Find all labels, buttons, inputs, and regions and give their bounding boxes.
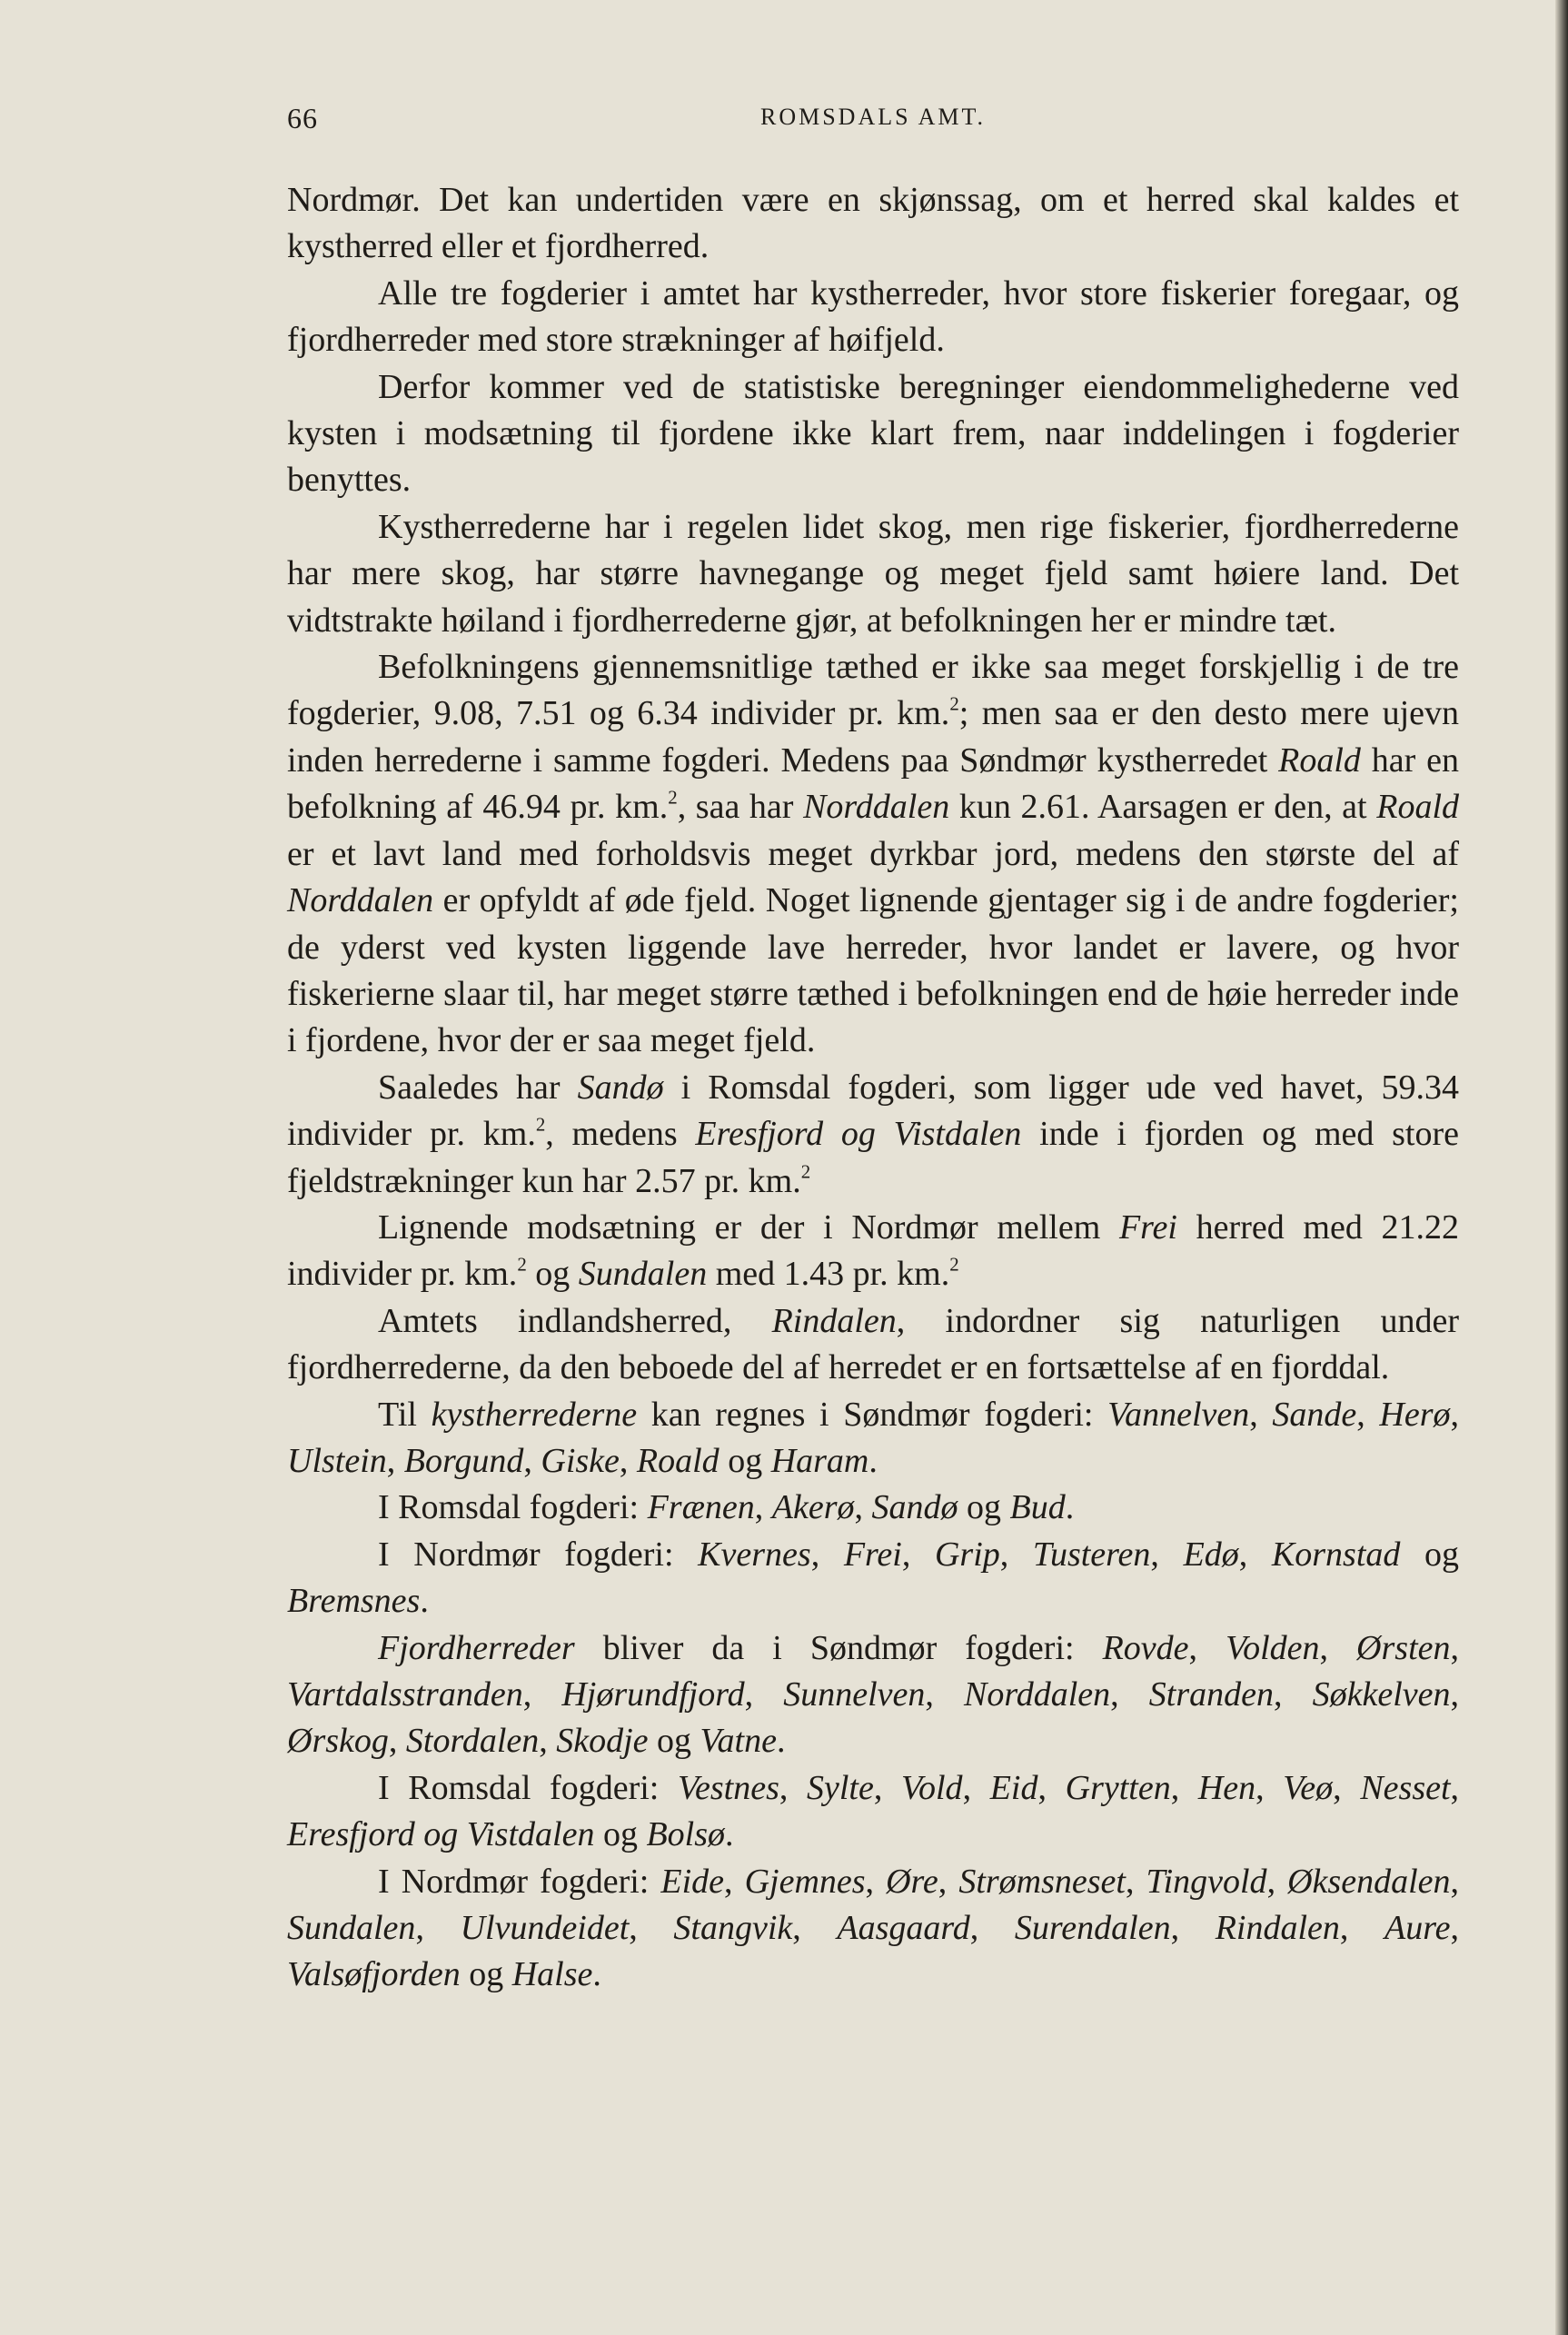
paragraph: I Nordmør fogderi: Kvernes, Frei, Grip, Tusteren, Edø, Kornstad og Bremsnes. (287, 1535, 1460, 1621)
paragraph: I Romsdal fogderi: Vestnes, Sylte, Vold, Eid, Grytten, Hen, Veø, Nesset, Eresfjord og Vistdalen og Bolsø. (287, 1768, 1460, 1854)
page-edge-shadow (1555, 0, 1568, 2335)
paragraph: Saaledes har Sandø i Romsdal fogderi, som ligger ude ved havet, 59.34 individer pr. km.$^2$, medens Eresfjord og Vistdalen inde i fjorden og med store fjeldstrækninger kun har 2.57 pr. km.$^2$ (287, 1068, 1459, 1200)
paragraph: Befolkningens gjennemsnitlige tæthed er ikke saa meget forskjellig i de tre fogderier, 9.08, 7.51 og 6.34 individer pr. km.$^2$; men saa er den desto mere ujevn inden herrederne i samme fogderi. Medens paa Søndmør kystherredet Roald har en befolkning af 46.94 pr. km.$^2$, saa har Norddalen kun 2.61. Aarsagen er den, at Roald er et lavt land med forholdsvis meget dyrkbar jord, medens den største del af Norddalen er opfyldt af øde fjeld. Noget lignende gjentager sig i de andre fogderier; de yderst ved kysten liggende lave herreder, hvor landet er lavere, og hvor fiskerierne slaar til, har meget større tæthed i befolkningen end de høie herreder inde i fjordene, hvor der er saa meget fjeld. (287, 648, 1460, 1060)
paragraph: Til kystherrederne kan regnes i Søndmør fogderi: Vannelven, Sande, Herø, Ulstein, Borgund, Giske, Roald og Haram. (287, 1395, 1459, 1480)
paragraph: Kystherrederne har i regelen lidet skog, men rige fiskerier, fjordherrederne har mere skog, har større havnegange og meget fjeld samt høiere land. Det vidtstrakte høiland i fjordherrederne gjør, at befolkningen her er mindre tæt. (287, 507, 1459, 640)
paragraph: Lignende modsætning er der i Nordmør mellem Frei herred med 21.22 individer pr. km.$^2$ og Sundalen med 1.43 pr. km.$^2$ (287, 1207, 1459, 1294)
paragraph: Nordmør. Det kan undertiden være en skjønssag, om et herred skal kaldes et kystherred eller et fjordherred. (287, 181, 1459, 266)
running-title: ROMSDALS AMT. (759, 104, 986, 130)
page-number: 66 (287, 102, 318, 134)
paragraph: Alle tre fogderier i amtet har kystherreder, hvor store fiskerier foregaar, og fjordherreder med store strækninger af høifjeld. (287, 273, 1459, 360)
page-header (287, 102, 1459, 138)
paragraph: Fjordherreder bliver da i Søndmør fogderi: Rovde, Volden, Ørsten, Vartdalsstranden, Hjørundfjord, Sunnelven, Norddalen, Stranden, Søkkelven, Ørskog, Stordalen, Skodje og Vatne. (287, 1628, 1460, 1761)
paragraph: I Romsdal fogderi: Frænen, Akerø, Sandø og Bud. (378, 1488, 1075, 1527)
paragraph: I Nordmør fogderi: Eide, Gjemnes, Øre, Strømsneset, Tingvold, Øksendalen, Sundalen, Ulvundeidet, Stangvik, Aasgaard, Surendalen, Rindalen, Aure, Valsøfjorden og Halse. (287, 1862, 1459, 1994)
paragraph: Derfor kommer ved de statistiske beregninger eiendommelighederne ved kysten i modsætning til fjordene ikke klart frem, naar inddelingen i fogderier benyttes. (287, 367, 1459, 500)
paragraph: Amtets indlandsherred, Rindalen, indordner sig naturligen under fjordherrederne, da den beboede del af herredet er en fortsættelse af en fjorddal. (287, 1301, 1459, 1387)
body-text (287, 177, 1459, 1999)
